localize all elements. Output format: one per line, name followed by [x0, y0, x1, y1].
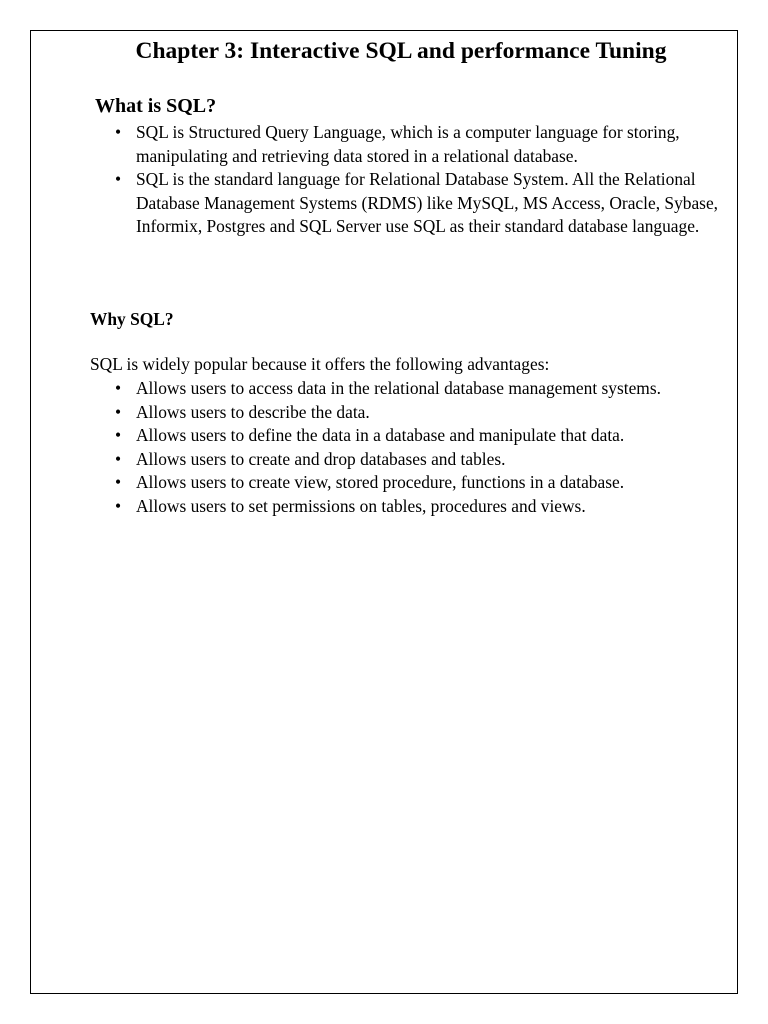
bullet-icon: • — [115, 448, 122, 469]
bullet-icon: • — [115, 401, 122, 422]
list-item — [115, 121, 726, 168]
chapter-title: Chapter 3: Interactive SQL and performance Tuning — [135, 38, 667, 64]
bullet-icon: • — [115, 169, 122, 190]
list-item — [115, 401, 726, 425]
list-item-text: Allows users to set permissions on tables, procedures and views. — [136, 495, 586, 516]
why-sql-list — [115, 377, 726, 519]
bullet-icon: • — [115, 472, 122, 493]
section-heading-what-is-sql: What is SQL? — [95, 95, 217, 117]
list-item — [115, 377, 726, 401]
section-heading-why-sql: Why SQL? — [90, 309, 174, 329]
list-item — [115, 448, 726, 472]
bullet-icon: • — [115, 378, 122, 398]
what-is-sql-list — [115, 121, 726, 239]
bullet-icon: • — [115, 495, 122, 516]
bullet-icon: • — [115, 425, 122, 446]
list-item — [115, 495, 726, 519]
list-item — [115, 471, 726, 495]
list-item-text: SQL is Structured Query Language, which is a computer language for storing, manipulating and retrieving data stored in a relational database. — [136, 122, 680, 166]
list-item-text: Allows users to create and drop databases and tables. — [136, 448, 506, 469]
list-item-text: Allows users to access data in the relational database management systems. — [136, 378, 661, 398]
list-item-text: Allows users to describe the data. — [136, 401, 370, 422]
list-item-text: Allows users to create view, stored procedure, functions in a database. — [136, 472, 625, 493]
list-item — [115, 168, 726, 239]
why-sql-intro: SQL is widely popular because it offers the following advantages: — [90, 354, 550, 374]
list-item-text: SQL is the standard language for Relational Database System. All the Relational Database Management Systems (RDMS) like MySQL, MS Access, Oracle, Sybase, Informix, Postgres and SQL Server use SQL as their standard database language. — [136, 169, 719, 237]
list-item — [115, 424, 726, 448]
list-item-text: Allows users to define the data in a database and manipulate that data. — [136, 425, 625, 446]
bullet-icon: • — [115, 122, 122, 142]
